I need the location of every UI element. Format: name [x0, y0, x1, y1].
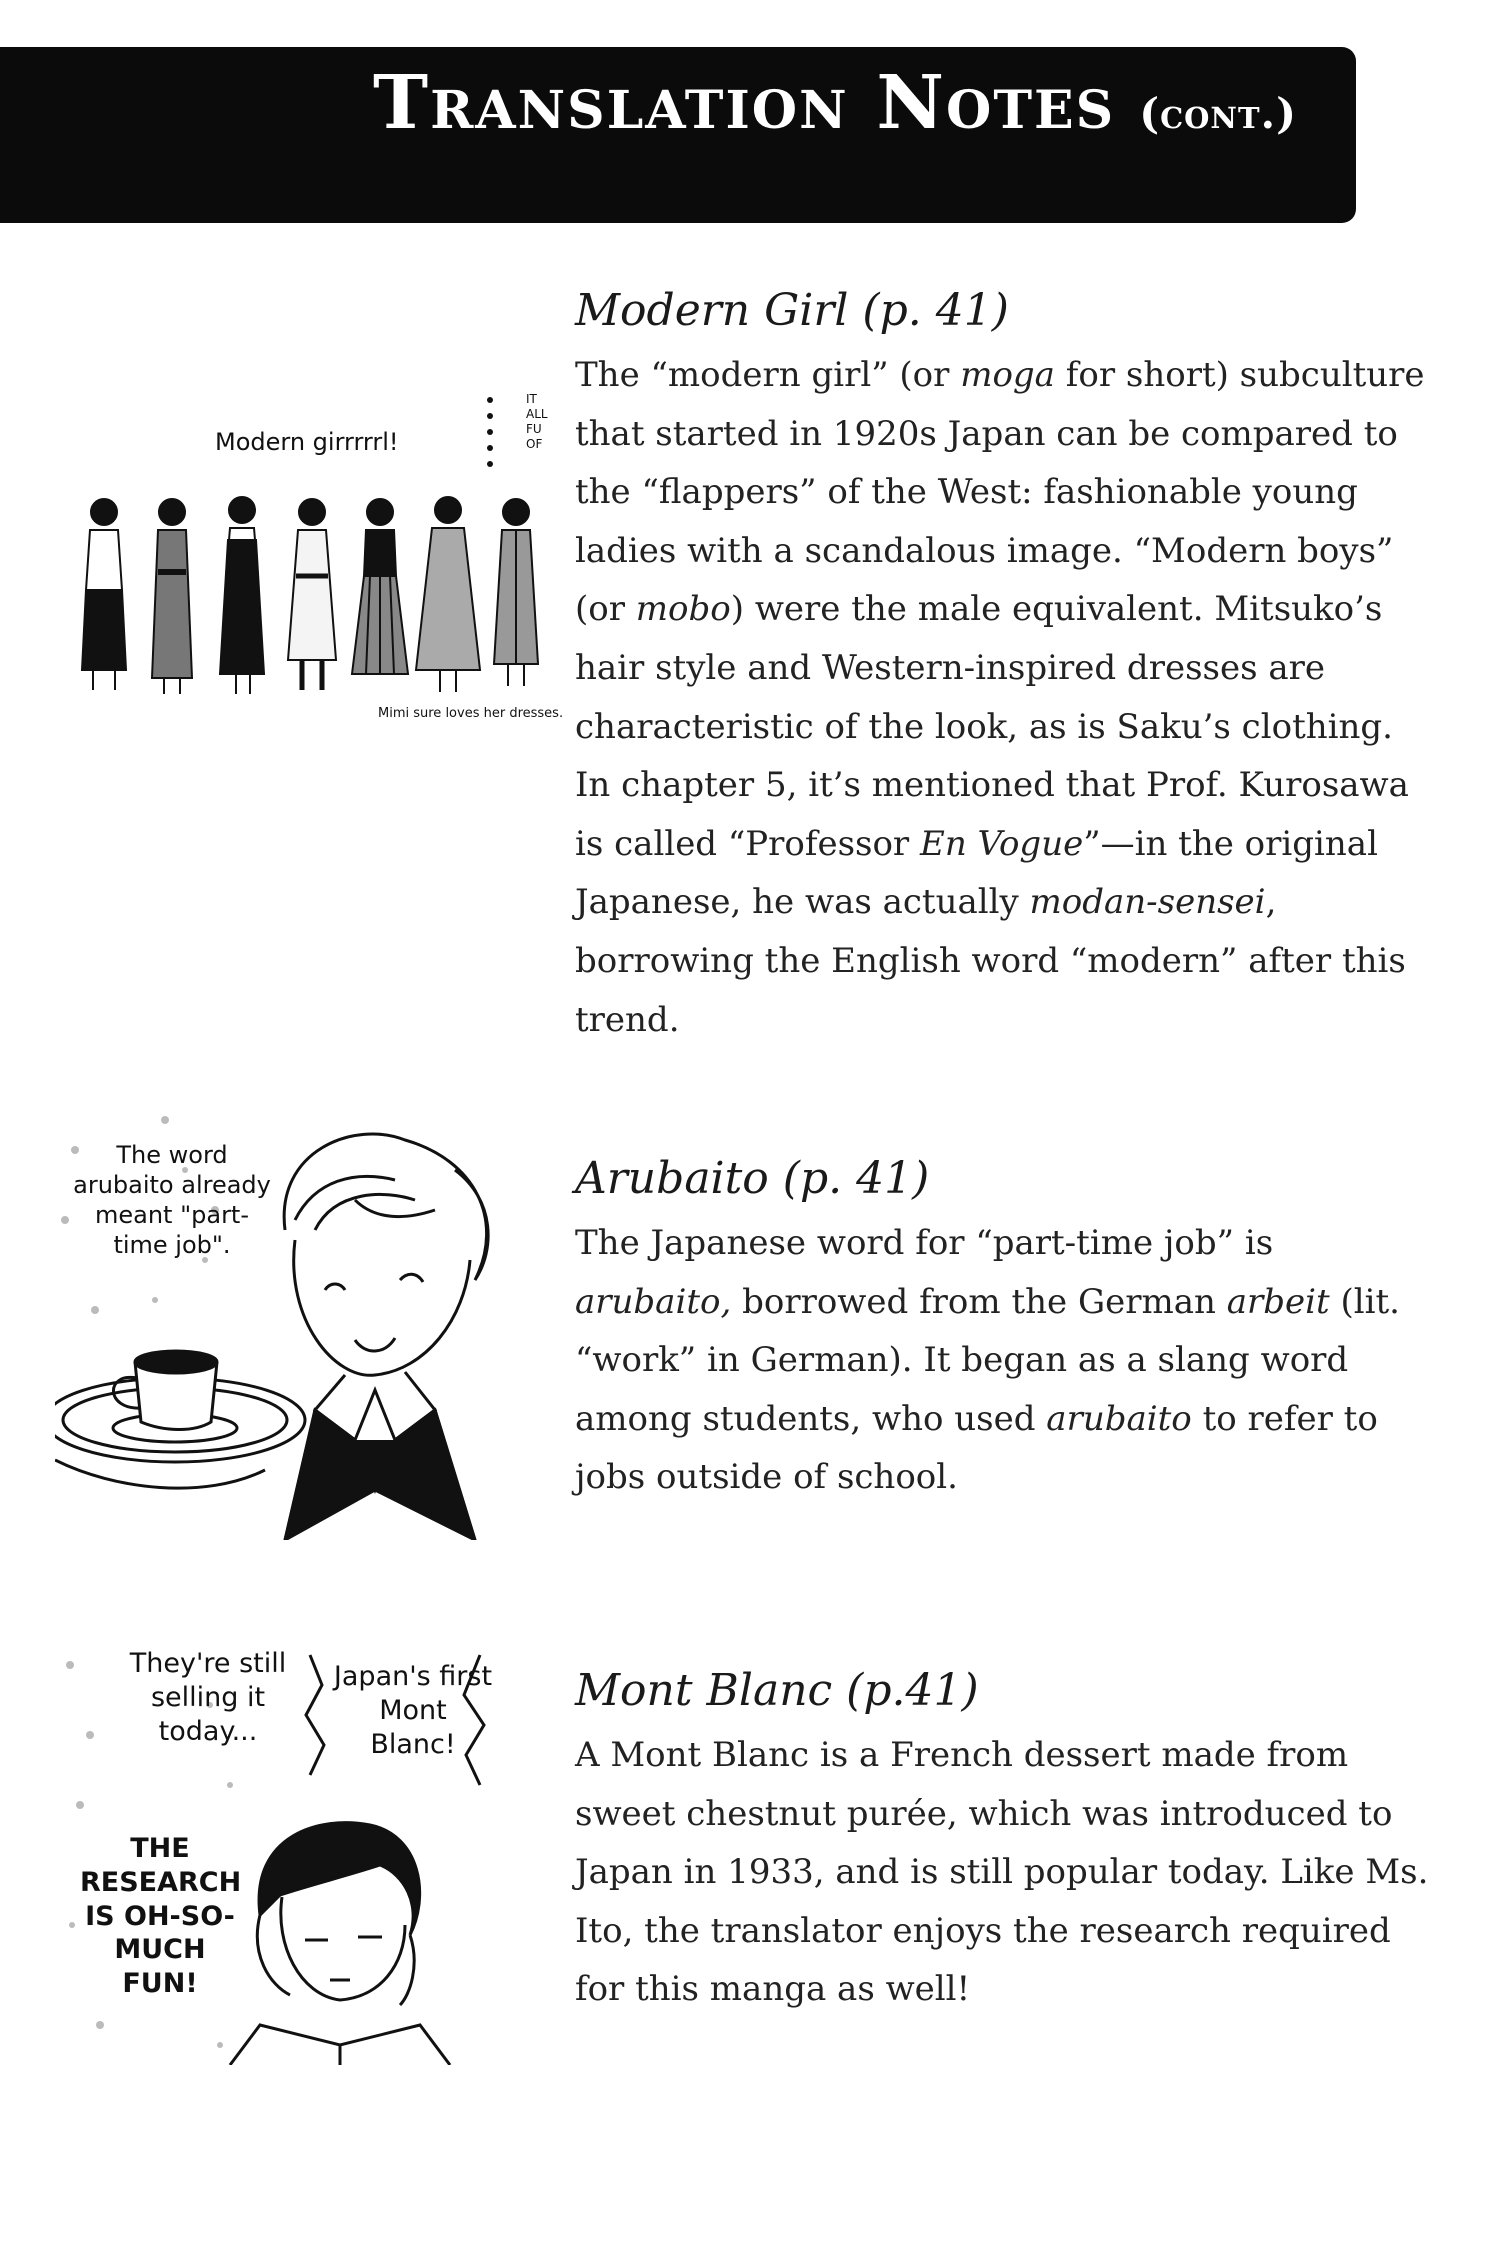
note-text-run: A Mont Blanc is a French dessert made from sweet chestnut purée, which was introduced to Japan in 1933, and is still popular today. Like Ms. Ito, the translator enjoys the research required for this manga as well!	[575, 1735, 1429, 2010]
note-text-run: The Japanese word for “part-time job” is	[575, 1223, 1274, 1263]
note-heading: Mont Blanc (p.41)	[575, 1665, 979, 1716]
page-title	[373, 60, 1297, 146]
panel2-bubble: The word arubaito already meant "part-time job".	[73, 1141, 271, 1259]
note-italic-term: arubaito	[1046, 1398, 1192, 1439]
note-italic-term: modan-sensei	[1029, 882, 1266, 923]
note-mont-blanc	[575, 1660, 1435, 2019]
note-text-run: ) were the male equivalent. Mitsuko’s hair style and Western-inspired dresses are characteristic of the look, as is Saku’s clothing. In chapter 5, it’s mentioned that Prof. Kurosawa is called “Professor	[575, 589, 1409, 864]
note-text-run: to refer to jobs outside of school.	[575, 1398, 1378, 1498]
note-italic-term: arubaito,	[575, 1281, 732, 1322]
note-text-run: ”—in the original Japanese, he was actually	[575, 823, 1378, 923]
note-text-run: (lit. “work” in German). It began as a slang word among students, who used	[575, 1281, 1400, 1439]
page-title-text: Translation Notes	[373, 60, 1116, 146]
note-body	[575, 346, 1435, 1049]
note-text-run: borrowed from the German	[731, 1281, 1227, 1322]
panel1-caption-top: Modern girrrrrl!	[215, 428, 399, 456]
note-italic-term: mobo	[635, 589, 731, 630]
note-text-run: The “modern girl” (or	[575, 355, 961, 395]
note-italic-term: arbeit	[1226, 1281, 1330, 1322]
note-text-run: for short) subculture that started in 1920s Japan can be compared to the “flappers” of the West: fashionable young ladies with a scandalous image. “Modern boys” (or	[575, 355, 1425, 630]
note-text-run: , borrowing the English word “modern” after this trend.	[575, 882, 1406, 1040]
note-italic-term: moga	[960, 355, 1055, 395]
page-subtitle: (cont.)	[1139, 89, 1298, 138]
panel1-caption-bottom: Mimi sure loves her dresses.	[378, 706, 564, 721]
note-heading: Modern Girl (p. 41)	[575, 285, 1009, 336]
note-heading: Arubaito (p. 41)	[575, 1153, 930, 1204]
panel3-bubble-right: Japan's first Mont Blanc!	[333, 1661, 493, 1760]
note-italic-term: En Vogue	[920, 823, 1084, 864]
note-body	[575, 1726, 1435, 2019]
panel1-side-text: IT ALL FU OF	[526, 392, 548, 451]
panel3-bubble-left: They're still selling it today...	[129, 1648, 287, 1747]
note-body	[575, 1214, 1435, 1507]
note-modern-girl	[575, 280, 1435, 1049]
note-arubaito	[575, 1148, 1435, 1507]
panel3-shout: THE RESEARCH IS OH-SO-MUCH FUN!	[80, 1833, 242, 1999]
